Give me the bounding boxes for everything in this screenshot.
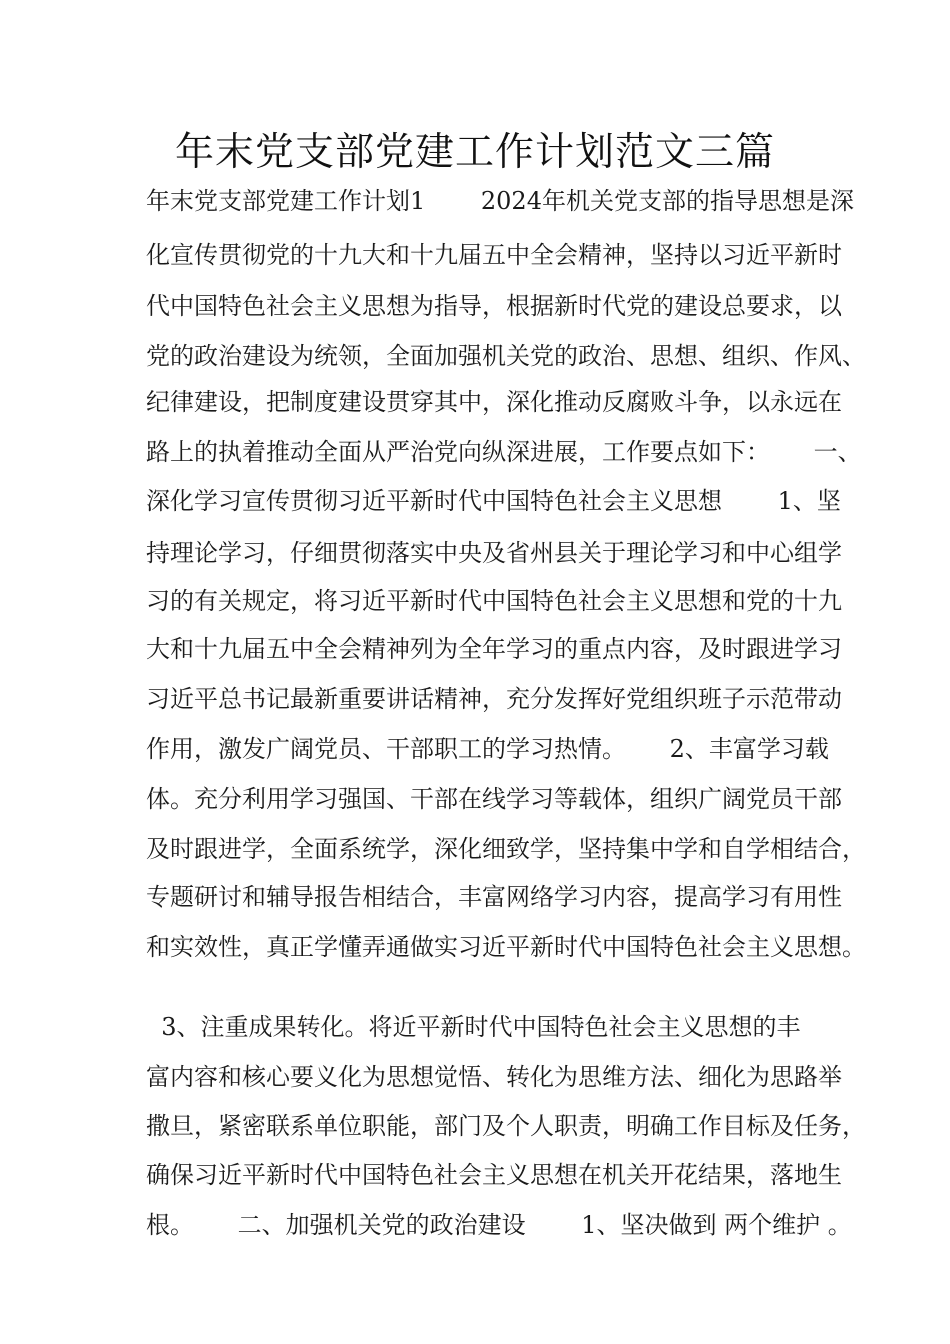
body-line: 化宣传贯彻党的十九大和十九届五中全会精神，坚持以习近平新时 <box>146 241 842 269</box>
body-line: 专题研讨和辅导报告相结合，丰富网络学习内容，提高学习有用性 <box>146 883 842 911</box>
body-line: 习的有关规定，将习近平新时代中国特色社会主义思想和党的十九 <box>146 587 842 615</box>
document-title: 年末党支部党建工作计划范文三篇 <box>174 130 775 175</box>
body-line: 党的政治建设为统领，全面加强机关党的政治、思想、组织、作风、 <box>146 342 866 370</box>
body-line: 及时跟进学，全面系统学，深化细致学，坚持集中学和自学相结合， <box>146 835 866 863</box>
body-line: 代中国特色社会主义思想为指导，根据新时代党的建设总要求，以 <box>146 292 842 320</box>
body-line: 确保习近平新时代中国特色社会主义思想在机关开花结果，落地生 <box>146 1161 842 1189</box>
body-line: 体。充分利用学习强国、干部在线学习等载体，组织广阔党员干部 <box>146 785 842 813</box>
body-line: 3、注重成果转化。将近平新时代中国特色社会主义思想的丰 <box>146 1013 801 1041</box>
body-line: 富内容和核心要义化为思想觉悟、转化为思维方法、细化为思路举 <box>146 1063 842 1091</box>
body-line: 路上的执着推动全面从严治党向纵深进展，工作要点如下： 一、 <box>146 438 862 466</box>
body-line: 根。 二、加强机关党的政治建设 1、坚决做到 两个维护 。 <box>146 1211 852 1239</box>
body-line: 纪律建设，把制度建设贯穿其中，深化推动反腐败斗争，以永远在 <box>146 388 842 416</box>
body-line: 大和十九届五中全会精神列为全年学习的重点内容，及时跟进学习 <box>146 635 842 663</box>
body-line: 年末党支部党建工作计划1 2024年机关党支部的指导思想是深 <box>146 187 854 215</box>
body-line: 作用，激发广阔党员、干部职工的学习热情。 2、丰富学习载 <box>146 735 829 763</box>
body-line: 习近平总书记最新重要讲话精神，充分发挥好党组织班子示范带动 <box>146 685 842 713</box>
body-line: 撒旦，紧密联系单位职能，部门及个人职责，明确工作目标及任务， <box>146 1112 866 1140</box>
body-line: 深化学习宣传贯彻习近平新时代中国特色社会主义思想 1、坚 <box>146 487 841 515</box>
body-line: 和实效性，真正学懂弄通做实习近平新时代中国特色社会主义思想。 <box>146 933 866 961</box>
body-line: 持理论学习，仔细贯彻落实中央及省州县关于理论学习和中心组学 <box>146 539 842 567</box>
